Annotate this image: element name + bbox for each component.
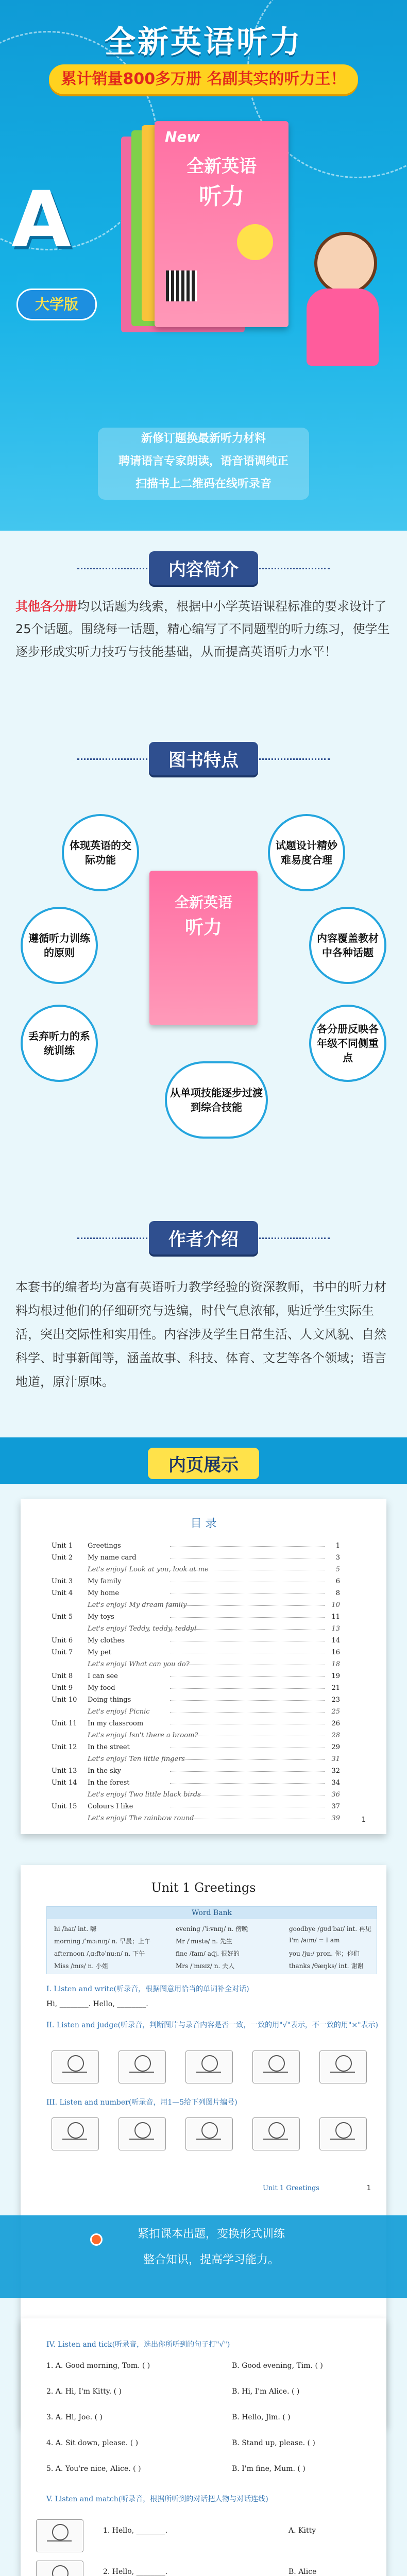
toc-row[interactable] [52, 1576, 340, 1587]
exercise-picture [118, 2117, 166, 2150]
option-b[interactable]: B. Hi, I'm Alice. ( ) [232, 2387, 300, 2396]
toc-page: 6 [335, 1578, 340, 1585]
book-cover [155, 121, 289, 327]
toc-title-text: Let's enjoy! Ten little fingers [88, 1755, 185, 1763]
option-b[interactable]: B. Stand up, please. ( ) [232, 2439, 315, 2447]
exercise-picture [52, 2050, 99, 2083]
exercise-page [21, 2318, 386, 2576]
exercise-picture [185, 2117, 233, 2150]
option-a[interactable]: 5. A. You're nice, Alice. ( ) [46, 2465, 141, 2473]
page-number: 1 [361, 1816, 366, 1824]
toc-page: 25 [331, 1708, 340, 1716]
toc-title-text: Let's enjoy! Two little black birds [88, 1791, 201, 1799]
divider [77, 758, 155, 760]
divider [77, 1238, 155, 1239]
dot-leader [170, 1605, 325, 1606]
toc-unit: Unit 7 [52, 1649, 73, 1656]
toc-row[interactable] [52, 1777, 340, 1789]
exercise-picture [252, 2117, 300, 2150]
toc-row[interactable] [52, 1635, 340, 1647]
feature-bubble: 各分册反映各年级不同侧重点 [309, 1005, 386, 1082]
word-item: Mr /ˈmɪstə/ n. 先生 [176, 1938, 232, 1945]
toc-title-text: Let's enjoy! The rainbow round [88, 1815, 194, 1822]
toc-row[interactable] [52, 1801, 340, 1812]
toc-title-text: In the sky [88, 1767, 121, 1775]
dot-leader [170, 1712, 325, 1713]
word-item: fine /faɪn/ adj. 很好的 [176, 1950, 240, 1957]
sales-banner: 累计销量800多万册 名副其实的听力王！ [49, 64, 358, 94]
toc-title-text: Colours I like [88, 1803, 133, 1810]
toc-title-text: I can see [88, 1672, 118, 1680]
toc-title-text: Greetings [88, 1542, 121, 1550]
section-header-author [0, 1221, 407, 1257]
toc-page: 13 [331, 1625, 340, 1633]
word-item: you /juː/ pron. 你；你们 [289, 1950, 360, 1957]
feature-bubble: 遵循听力训练的原则 [21, 907, 98, 984]
toc-page: 37 [331, 1803, 340, 1810]
dot-leader [170, 1759, 325, 1760]
word-item: evening /ˈiːvnɪŋ/ n. 傍晚 [176, 1925, 248, 1933]
word-bank [46, 1906, 377, 1974]
feature-bubble: 从单项技能逐步过渡到综合技能 [165, 1061, 268, 1139]
toc-row[interactable] [52, 1659, 340, 1670]
toc-title: 目 录 [190, 1517, 217, 1530]
dot-leader [170, 1629, 325, 1630]
task-answer-line: Hi, ________. Hello, ________. [46, 2000, 148, 2008]
exercise-picture [36, 2519, 83, 2552]
toc-row[interactable] [52, 1754, 340, 1765]
match-left: 2. Hello, ________. [103, 2568, 168, 2576]
exercise-row [46, 2437, 397, 2449]
task-heading: V. Listen and match(听录音，根据所听到的对话把人物与对话连线) [46, 2495, 268, 2503]
toc-row[interactable] [52, 1694, 340, 1706]
toc-row[interactable] [52, 1623, 340, 1635]
option-a[interactable]: 4. A. Sit down, please. ( ) [46, 2439, 139, 2447]
toc-page: 36 [331, 1791, 340, 1799]
intro-body: 均以话题为线索，根据中小学英语课程标准的要求设计了25个话题。围绕每一话题，精心编写了不同题型的听力练习，使学生逐步形成实听力技巧与技能基础，从而提高英语听力水平！ [15, 599, 390, 659]
exercise-picture [319, 2117, 367, 2150]
divider [252, 758, 330, 760]
intro-lead: 其他各分册 [15, 599, 77, 614]
dot-leader [170, 1700, 325, 1701]
option-a[interactable]: 3. A. Hi, Joe. ( ) [46, 2413, 103, 2421]
hero-features [98, 428, 309, 500]
toc-title-text: In my classroom [88, 1720, 144, 1727]
exercise-picture [252, 2050, 300, 2083]
book-stack [121, 121, 291, 343]
hero-title: 全新英语听力 [105, 24, 302, 60]
option-b[interactable]: B. I'm fine, Mum. ( ) [232, 2465, 306, 2473]
toc-page: 11 [331, 1613, 340, 1621]
match-left: 1. Hello, ________. [103, 2527, 168, 2535]
toc-row[interactable] [52, 1671, 340, 1682]
option-a[interactable]: 2. A. Hi, I'm Kitty. ( ) [46, 2387, 122, 2396]
toc-title-text: My toys [88, 1613, 114, 1621]
center-book-subtitle: 听力 [184, 917, 222, 938]
exercise-picture [185, 2050, 233, 2083]
word-item: morning /ˈmɔːnɪŋ/ n. 早晨；上午 [54, 1938, 151, 1945]
toc-page: 23 [331, 1696, 340, 1704]
toc-row[interactable] [52, 1766, 340, 1777]
hero-feature: 新修订题换最新听力材料 [141, 432, 266, 445]
toc-title-text: In the street [88, 1743, 130, 1751]
note-line: 紧扣课本出题，变换形式训练 [137, 2228, 285, 2241]
feature-diagram [0, 773, 407, 1236]
feature-bubble: 丢弃听力的系统训练 [21, 1005, 98, 1082]
dot-leader [170, 1676, 325, 1677]
dot-leader [170, 1617, 325, 1618]
toc-unit: Unit 3 [52, 1578, 73, 1585]
toc-row[interactable] [52, 1706, 340, 1718]
toc-page: 14 [331, 1637, 340, 1645]
author-text: 本套书的编者均为富有英语听力教学经验的资深教师，书中的听力材料均根过他们的仔细研究与选编，时代气息浓郁，贴近学生实际生活，突出交际性和实用性。内容涉及学生日常生活、人文风貌、自然科学、时事新闻等，涵盖故事、科技、体育、文艺等各个领域；语言地道，原汁原味。 [15, 1280, 386, 1389]
toc-title-text: Let's enjoy! Picnic [88, 1708, 150, 1716]
section-header-intro [0, 551, 407, 587]
toc-page: 19 [331, 1672, 340, 1680]
section-title: 内容简介 [149, 551, 258, 585]
hero-feature: 扫描书上二维码在线听录音 [135, 478, 272, 490]
match-row [46, 2524, 397, 2537]
toc-title-text: Let's enjoy! Look at you, look at me [88, 1566, 209, 1573]
toc-unit: Unit 5 [52, 1613, 73, 1621]
toc-page: 34 [331, 1779, 340, 1787]
toc-title-text: Let's enjoy! What can you do? [88, 1660, 190, 1668]
toc-title-text: My family [88, 1578, 122, 1585]
edition-badge: 大学版 [16, 289, 97, 320]
section-title: 内页展示 [148, 1448, 259, 1479]
task-heading: III. Listen and number(听录音，用1—5给下列图片编号) [46, 2098, 238, 2107]
toc-row[interactable] [52, 1612, 340, 1623]
exercise-picture [118, 2050, 166, 2083]
option-a[interactable]: 1. A. Good morning, Tom. ( ) [46, 2362, 150, 2370]
toc-unit: Unit 15 [52, 1803, 77, 1810]
match-right[interactable]: B. Alice [289, 2568, 317, 2576]
divider [252, 1238, 330, 1239]
hero-feature: 聘请语言专家朗读，语音语调纯正 [118, 455, 289, 468]
dot-leader [170, 1771, 325, 1772]
note-line: 整合知识，提高学习能力。 [143, 2253, 279, 2266]
toc-unit: Unit 9 [52, 1684, 73, 1692]
toc-page: 3 [335, 1554, 340, 1562]
word-item: Miss /mɪs/ n. 小姐 [54, 1962, 108, 1970]
toc-unit: Unit 13 [52, 1767, 77, 1775]
toc-title-text: My name card [88, 1554, 137, 1562]
hero-banner [0, 0, 407, 531]
toc-title-text: My clothes [88, 1637, 125, 1645]
toc-page: 1 [335, 1542, 340, 1550]
toc-row[interactable] [52, 1588, 340, 1599]
task-heading: I. Listen and write(听录音，根据图意用恰当的单词补全对话) [46, 1985, 249, 1993]
toc-page: 29 [331, 1743, 340, 1751]
toc-unit: Unit 14 [52, 1779, 77, 1787]
toc-page: 31 [331, 1755, 340, 1763]
section-title: 图书特点 [149, 742, 258, 775]
toc-row[interactable] [52, 1742, 340, 1753]
book-title-line1: 全新英语 [186, 156, 257, 177]
section-title: 作者介绍 [149, 1221, 258, 1255]
section-header-preview [0, 1448, 407, 1479]
toc-title-text: My home [88, 1589, 120, 1597]
word-item: Mrs /ˈmɪsɪz/ n. 夫人 [176, 1962, 235, 1970]
page-number: 1 [366, 2184, 371, 2192]
big-letter-a: A [11, 175, 72, 265]
toc-unit: Unit 4 [52, 1589, 73, 1597]
exercise-row [46, 2360, 397, 2372]
toc-title-text: My pet [88, 1649, 112, 1656]
toc-row[interactable] [52, 1552, 340, 1564]
toc-row[interactable] [52, 1718, 340, 1730]
toc-unit: Unit 10 [52, 1696, 77, 1704]
word-item: I'm /aɪm/ = I am [289, 1937, 340, 1944]
toc-page: 5 [335, 1566, 340, 1573]
match-row [46, 2566, 397, 2576]
toc-unit: Unit 6 [52, 1637, 73, 1645]
task-heading: IV. Listen and tick(听录音，选出你所听到的句子打"√") [46, 2341, 230, 2349]
feature-bubble: 内容覆盖教材中各种话题 [309, 907, 386, 984]
exercise-picture [52, 2117, 99, 2150]
toc-unit: Unit 8 [52, 1672, 73, 1680]
book-title-line2: 听力 [199, 183, 244, 210]
exercise-row [46, 2411, 397, 2424]
toc-row[interactable] [52, 1540, 340, 1552]
toc-page: 39 [331, 1815, 340, 1822]
dot-leader [170, 1783, 325, 1784]
word-item: thanks /θæŋks/ int. 谢谢 [289, 1962, 364, 1970]
toc-page: 10 [331, 1601, 340, 1609]
smiley-icon [237, 224, 273, 260]
toc-title-text: Let's enjoy! Teddy, teddy, teddy! [88, 1625, 197, 1633]
toc-title-text: Doing things [88, 1696, 131, 1704]
toc-unit: Unit 2 [52, 1554, 73, 1562]
toc-row[interactable] [52, 1647, 340, 1658]
option-b[interactable]: B. Good evening, Tim. ( ) [232, 2362, 323, 2370]
option-b[interactable]: B. Hello, Jim. ( ) [232, 2413, 291, 2421]
dot-leader [170, 1546, 325, 1547]
toc-row[interactable] [52, 1600, 340, 1611]
bullet-dot-icon [90, 2233, 103, 2246]
toc-row[interactable] [52, 1564, 340, 1575]
toc-row[interactable] [52, 1789, 340, 1801]
toc-page: 32 [331, 1767, 340, 1775]
toc-unit: Unit 1 [52, 1542, 73, 1550]
intro-text [15, 595, 392, 663]
book-new-label: New [165, 128, 200, 145]
toc-row[interactable] [52, 1813, 340, 1824]
exercise-picture [319, 2050, 367, 2083]
toc-title-text: Let's enjoy! My dream family [88, 1601, 187, 1609]
unit-title: Unit 1 Greetings [151, 1880, 256, 1895]
kid-body [307, 289, 379, 366]
toc-page: 21 [331, 1684, 340, 1692]
qr-code-icon [166, 270, 197, 301]
feature-bubble: 体现英语的交际功能 [62, 814, 139, 891]
word-bank-title: Word Bank [47, 1907, 377, 1919]
toc-title-text: My food [88, 1684, 115, 1692]
center-book [149, 871, 258, 1025]
task-heading: II. Listen and judge(听录音，判断图片与录音内容是否一致，一致的用"√"表示，不一致的用"×"表示) [46, 2021, 378, 2029]
exercise-row [46, 2463, 397, 2475]
center-book-title: 全新英语 [174, 894, 232, 911]
divider [77, 568, 155, 569]
toc-page [21, 1499, 386, 1834]
feature-bubble: 试题设计精妙难易度合理 [268, 814, 345, 891]
toc-title-text: Let's enjoy! Isn't there a broom? [88, 1732, 198, 1739]
exercise-row [46, 2385, 397, 2398]
toc-row[interactable] [52, 1730, 340, 1741]
toc-row[interactable] [52, 1683, 340, 1694]
toc-page: 18 [331, 1660, 340, 1668]
kid-head [314, 232, 377, 295]
toc-unit: Unit 11 [52, 1720, 77, 1727]
toc-page: 16 [331, 1649, 340, 1656]
dot-leader [170, 1688, 325, 1689]
toc-unit: Unit 12 [52, 1743, 77, 1751]
toc-page: 28 [331, 1732, 340, 1739]
word-item: goodbye /ɡʊdˈbaɪ/ int. 再见 [289, 1925, 371, 1933]
exercise-picture [36, 2561, 83, 2576]
page-footer-label: Unit 1 Greetings [263, 2184, 319, 2192]
match-right[interactable]: A. Kitty [289, 2527, 316, 2535]
word-item: afternoon /ˌɑːftəˈnuːn/ n. 下午 [54, 1950, 145, 1957]
toc-page: 26 [331, 1720, 340, 1727]
kid-illustration [299, 232, 386, 366]
toc-page: 8 [335, 1589, 340, 1597]
divider [252, 568, 330, 569]
toc-title-text: In the forest [88, 1779, 130, 1787]
word-item: hi /haɪ/ int. 嗨 [54, 1925, 97, 1933]
